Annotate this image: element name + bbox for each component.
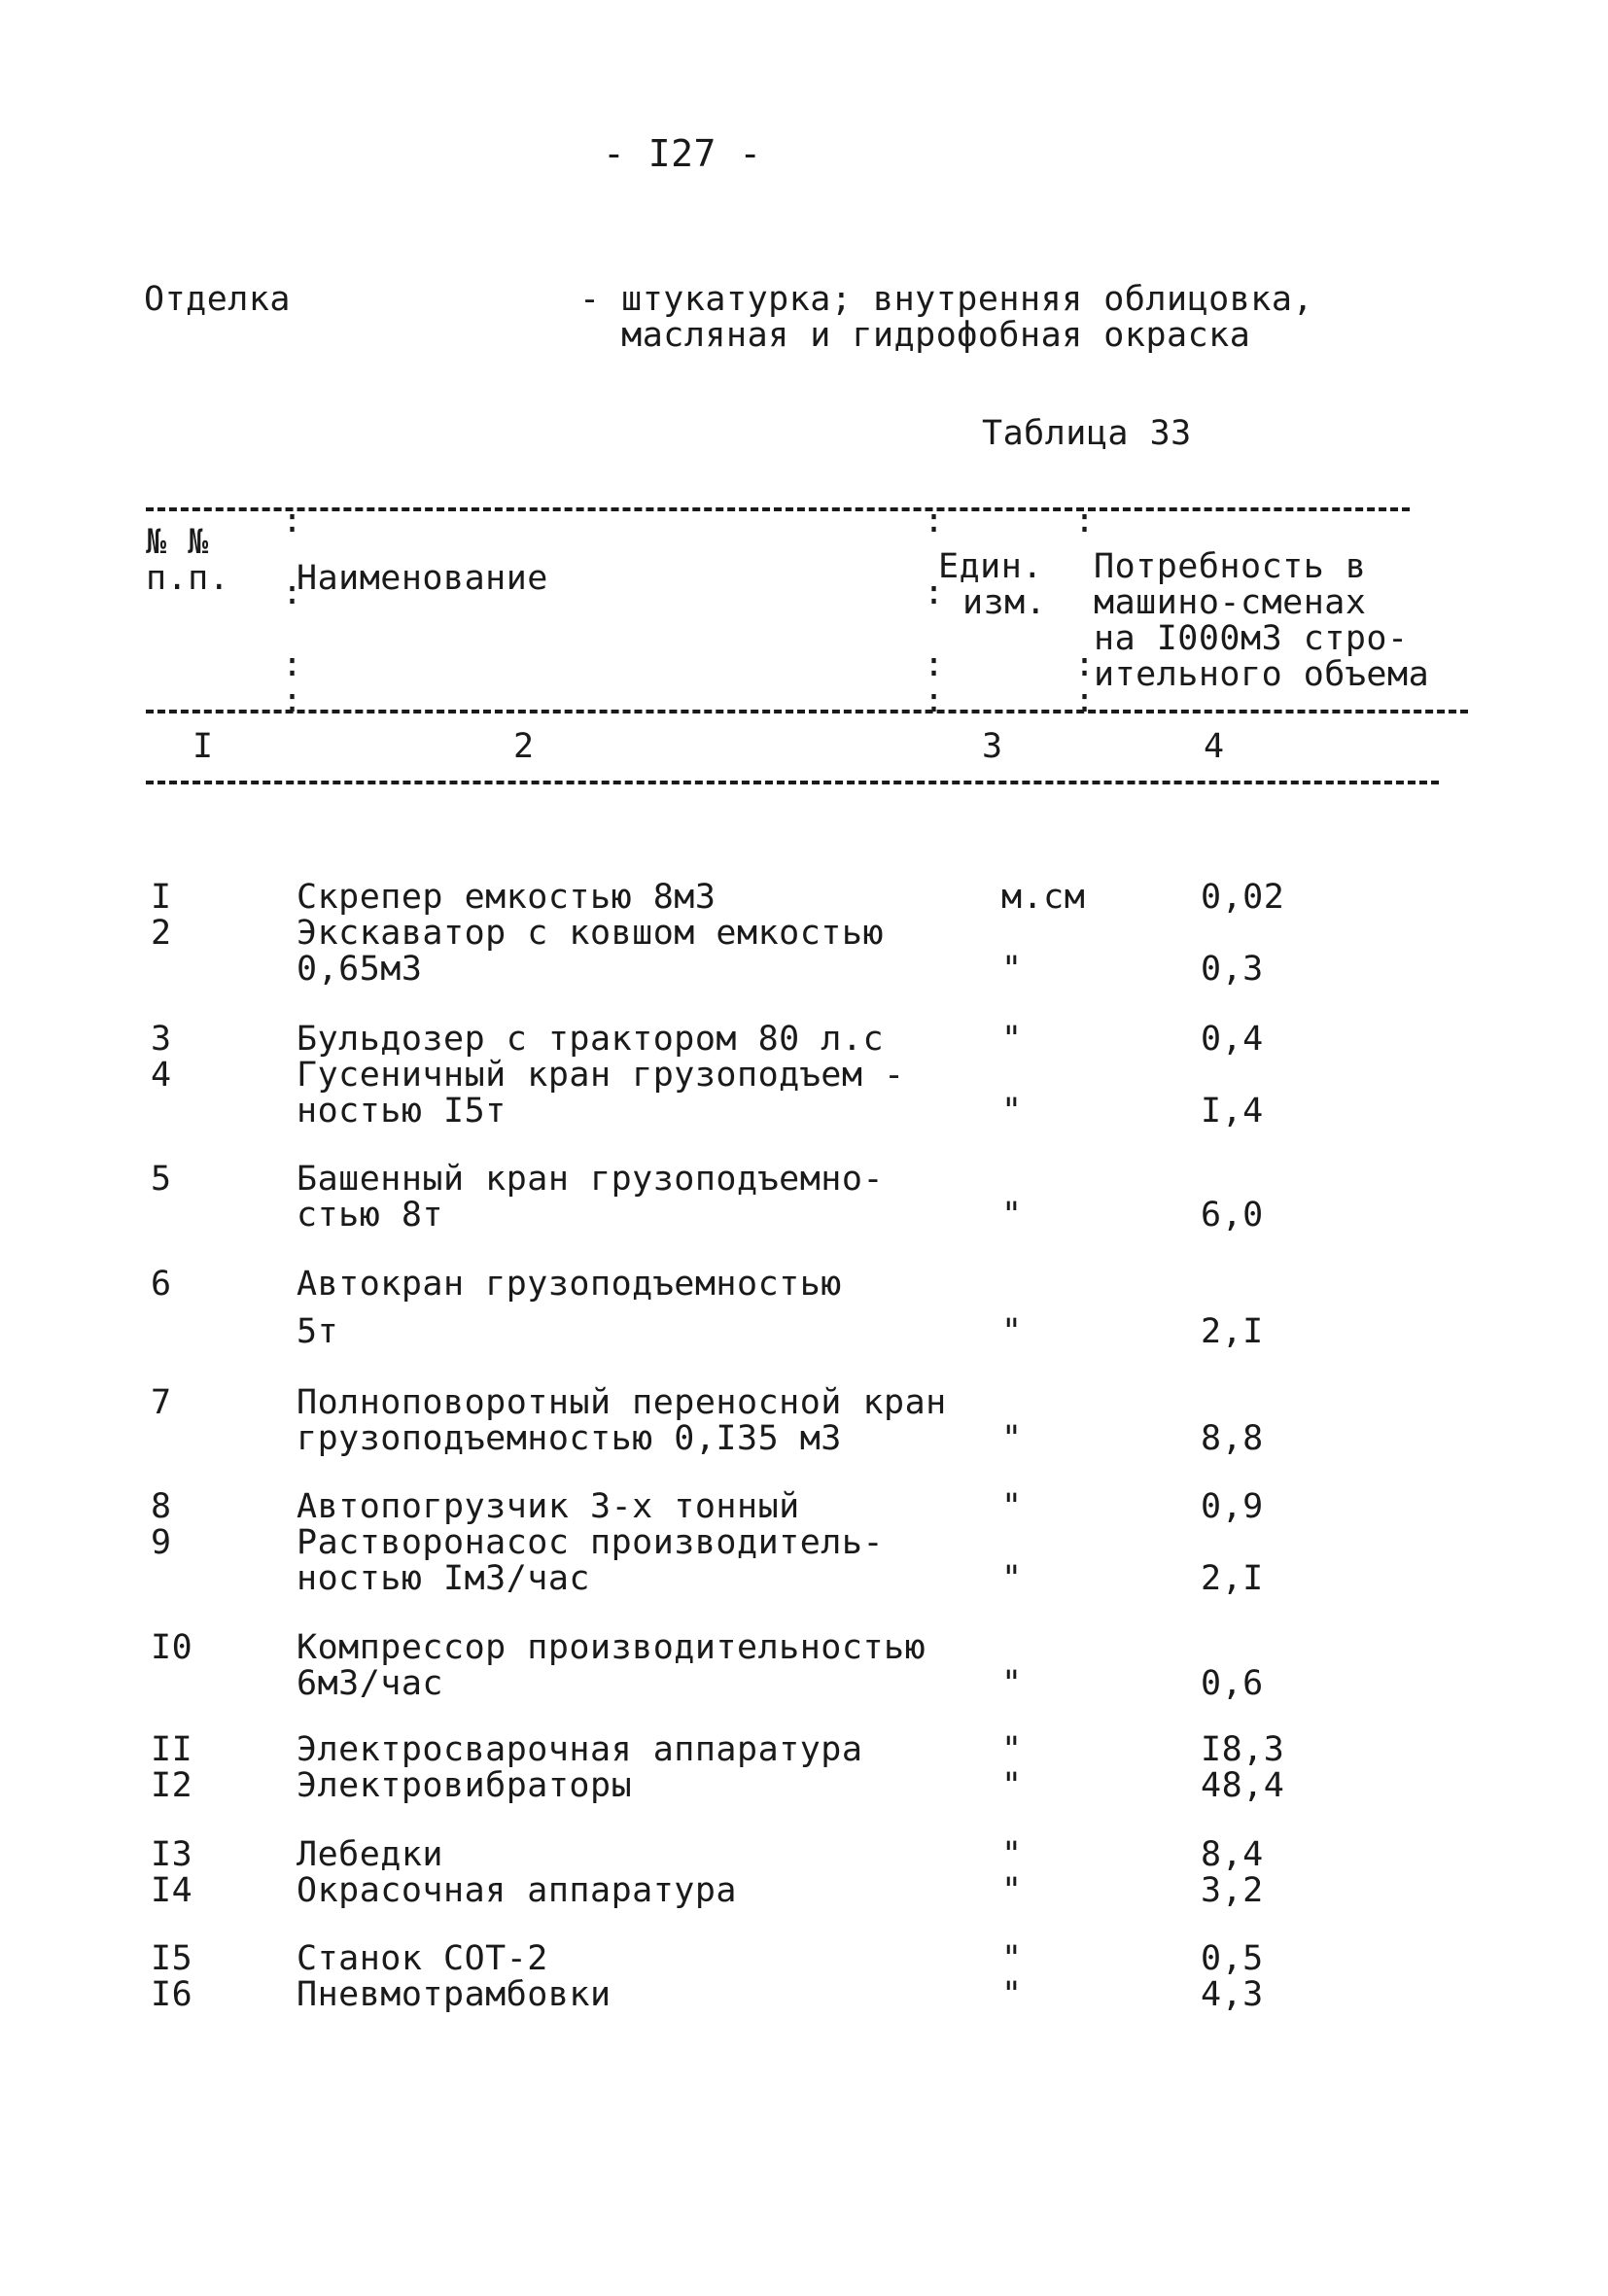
row-unit: " (1001, 1419, 1023, 1458)
row-unit: " (1001, 1664, 1023, 1703)
row-value: I,4 (1201, 1092, 1264, 1131)
row-name: 0,65м3 (297, 950, 423, 989)
header-col3-line1: Един. (938, 547, 1043, 586)
header-col1-line1: № № (146, 523, 209, 562)
row-value: 3,2 (1201, 1871, 1264, 1910)
row-number: I2 (151, 1766, 193, 1805)
column-number-4: 4 (1204, 727, 1225, 766)
row-name: Башенный кран грузоподъемно- (297, 1160, 885, 1199)
col-separator-3: : : : (1074, 502, 1096, 720)
row-name: Электровибраторы (297, 1766, 633, 1805)
row-value: I8,3 (1201, 1730, 1285, 1769)
row-unit: " (1001, 1020, 1023, 1059)
row-unit: " (1001, 1196, 1023, 1235)
column-number-rule (146, 781, 1439, 784)
header-bottom-rule (146, 710, 1468, 713)
row-value: 4,3 (1201, 1975, 1264, 2014)
row-name: 5т (297, 1312, 339, 1351)
row-name: Бульдозер с трактором 80 л.с (297, 1020, 885, 1059)
table-caption: Таблица 33 (982, 414, 1192, 453)
table-top-rule (146, 507, 1410, 511)
row-number: I (151, 878, 172, 917)
row-unit: " (1001, 1871, 1023, 1910)
row-unit: " (1001, 1487, 1023, 1526)
row-value: 2,I (1201, 1312, 1264, 1351)
column-number-3: 3 (982, 727, 1003, 766)
row-number: 8 (151, 1487, 172, 1526)
row-number: II (151, 1730, 193, 1769)
column-number-2: 2 (513, 727, 535, 766)
row-value: 8,8 (1201, 1419, 1264, 1458)
row-number: 6 (151, 1265, 172, 1304)
header-col4-line4: ительного объема (1094, 655, 1430, 694)
heading-label: Отделка (144, 280, 292, 319)
row-name: Электросварочная аппаратура (297, 1730, 863, 1769)
row-unit: " (1001, 1766, 1023, 1805)
header-col2: Наименование (297, 559, 548, 598)
row-unit: м.см (1001, 878, 1086, 917)
row-number: 7 (151, 1383, 172, 1422)
row-number: 2 (151, 914, 172, 953)
row-number: 4 (151, 1056, 172, 1095)
row-value: 0,6 (1201, 1664, 1264, 1703)
row-value: 48,4 (1201, 1766, 1285, 1805)
header-col4-line1: Потребность в (1094, 547, 1367, 586)
column-number-1: I (192, 727, 214, 766)
row-name: Станок СОТ-2 (297, 1939, 548, 1978)
row-value: 0,02 (1201, 878, 1285, 917)
col-separator-2: : : : : (924, 502, 945, 720)
header-col3-line2: изм. (962, 583, 1047, 622)
page-number: - I27 - (603, 132, 762, 175)
row-name: Лебедки (297, 1835, 444, 1874)
row-name: Гусеничный кран грузоподъем - (297, 1056, 905, 1095)
row-unit: " (1001, 1559, 1023, 1598)
header-col1-line2: п.п. (146, 559, 230, 598)
row-name: ностью I5т (297, 1092, 507, 1131)
row-unit: " (1001, 1730, 1023, 1769)
row-name: Скрепер емкостью 8м3 (297, 878, 717, 917)
row-value: 6,0 (1201, 1196, 1264, 1235)
row-name: 6м3/час (297, 1664, 444, 1703)
row-number: 3 (151, 1020, 172, 1059)
row-name: Автокран грузоподъемностью (297, 1265, 842, 1304)
row-name: Окрасочная аппаратура (297, 1871, 738, 1910)
row-unit: " (1001, 950, 1023, 989)
row-number: I5 (151, 1939, 193, 1978)
header-col4-line3: на I000м3 стро- (1094, 619, 1409, 658)
row-number: 5 (151, 1160, 172, 1199)
row-number: I4 (151, 1871, 193, 1910)
row-number: 9 (151, 1523, 172, 1562)
row-name: ностью Iм3/час (297, 1559, 591, 1598)
row-unit: " (1001, 1835, 1023, 1874)
row-number: I6 (151, 1975, 193, 2014)
row-name: Компрессор производительностью (297, 1628, 926, 1667)
heading-text-line1: - штукатурка; внутренняя облицовка, (579, 280, 1314, 319)
row-number: I0 (151, 1628, 193, 1667)
row-name: Полноповоротный переносной кран (297, 1383, 947, 1422)
row-unit: " (1001, 1312, 1023, 1351)
row-number: I3 (151, 1835, 193, 1874)
heading-text-line2: масляная и гидрофобная окраска (579, 316, 1251, 355)
row-value: 8,4 (1201, 1835, 1264, 1874)
row-value: 0,3 (1201, 950, 1264, 989)
header-col4-line2: машино-сменах (1094, 583, 1367, 622)
row-name: грузоподъемностью 0,I35 м3 (297, 1419, 842, 1458)
col-separator-1: : : : : (282, 502, 303, 720)
row-name: стью 8т (297, 1196, 444, 1235)
row-name: Пневмотрамбовки (297, 1975, 612, 2014)
row-name: Экскаватор с ковшом емкостью (297, 914, 885, 953)
row-unit: " (1001, 1939, 1023, 1978)
row-value: 0,4 (1201, 1020, 1264, 1059)
row-name: Автопогрузчик 3-х тонный (297, 1487, 800, 1526)
row-value: 0,9 (1201, 1487, 1264, 1526)
row-value: 0,5 (1201, 1939, 1264, 1978)
row-unit: " (1001, 1975, 1023, 2014)
row-name: Растворонасос производитель- (297, 1523, 885, 1562)
row-unit: " (1001, 1092, 1023, 1131)
row-value: 2,I (1201, 1559, 1264, 1598)
